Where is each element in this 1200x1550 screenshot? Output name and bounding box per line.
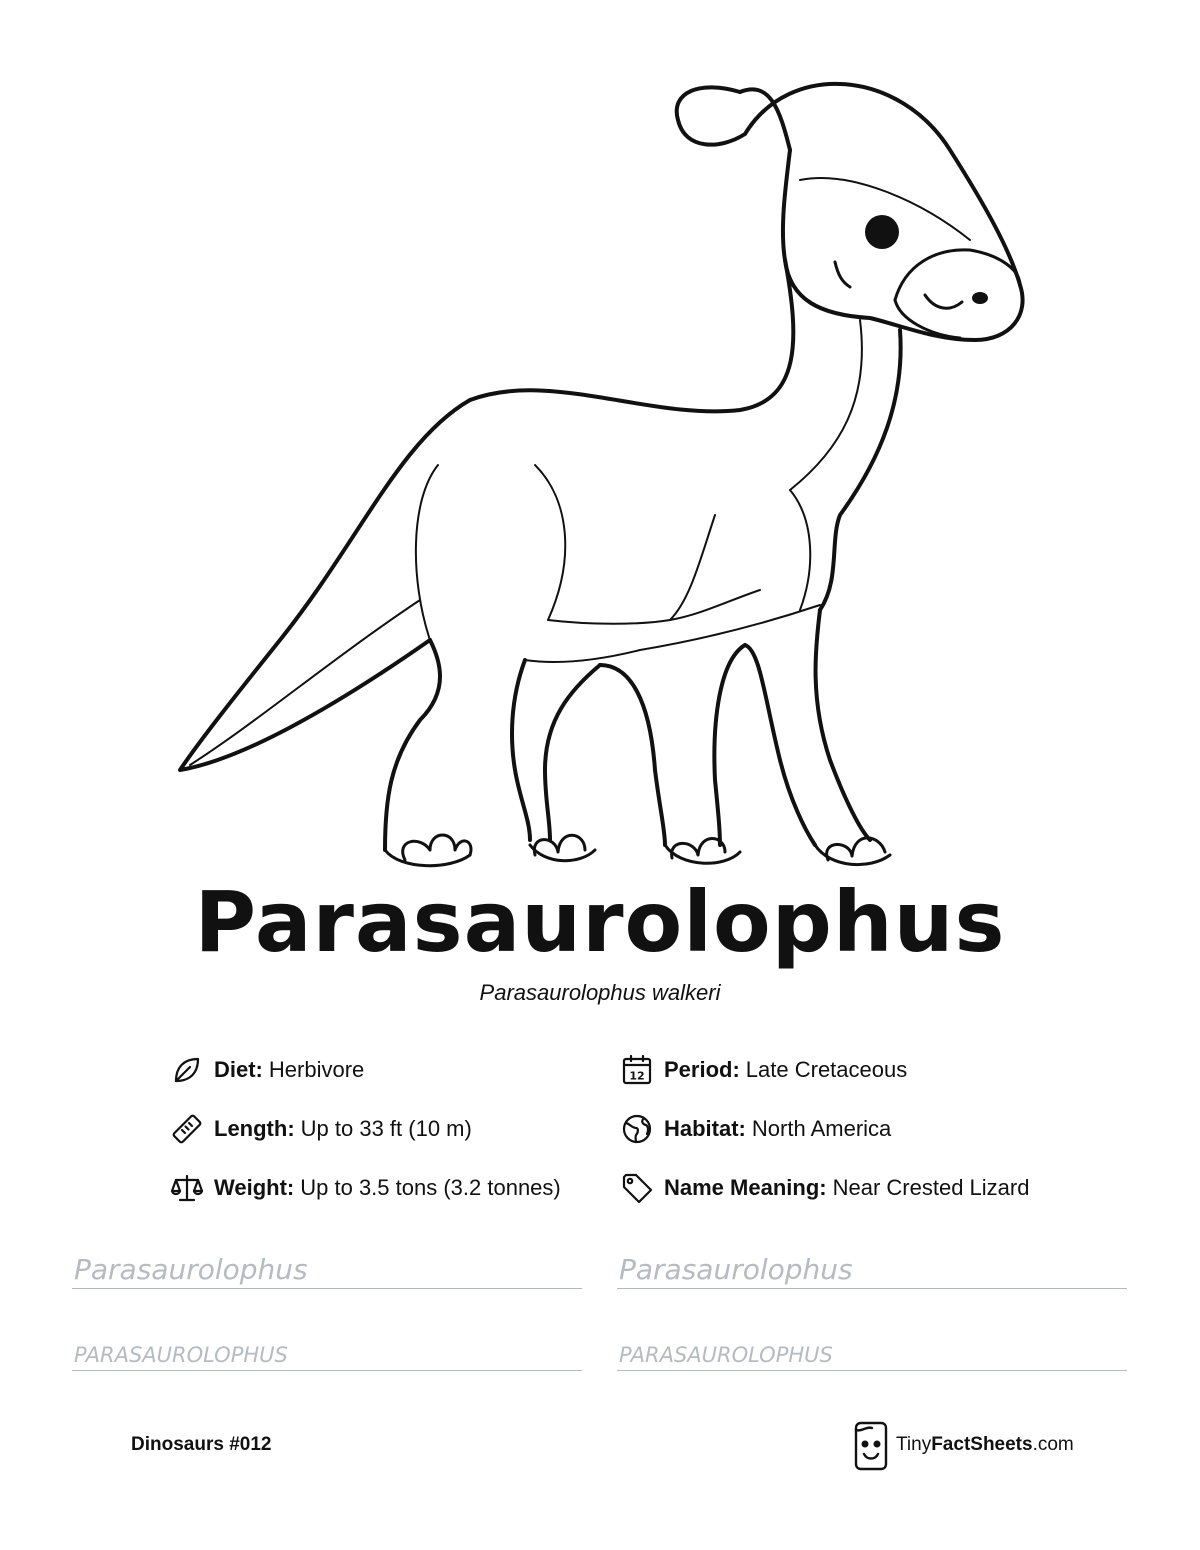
smiling-sheet-logo-icon: [852, 1418, 890, 1472]
globe-icon: [620, 1112, 654, 1146]
leaf-icon: [170, 1053, 204, 1087]
tracing-line-caps-right: PARASAUROLOPHUS: [617, 1322, 1127, 1371]
calendar-icon: [620, 1053, 654, 1087]
fact-weight: Weight: Up to 3.5 tons (3.2 tonnes): [170, 1168, 561, 1208]
fact-diet: Diet: Herbivore: [170, 1050, 364, 1090]
tag-icon: [620, 1171, 654, 1205]
svg-text:12: 12: [629, 1069, 645, 1083]
tracing-line-cursive-right: Parasaurolophus: [617, 1240, 1127, 1289]
fact-habitat: Habitat: North America: [620, 1109, 891, 1149]
fact-name-meaning: Name Meaning: Near Crested Lizard: [620, 1168, 1029, 1208]
fact-period: 12 Period: Late Cretaceous: [620, 1050, 907, 1090]
fact-length: Length: Up to 33 ft (10 m): [170, 1109, 472, 1149]
brand: Tiny FactSheets .com: [852, 1418, 1074, 1472]
tracing-line-cursive-left: Parasaurolophus: [72, 1240, 582, 1289]
page-title: Parasaurolophus: [194, 873, 1006, 971]
ruler-icon: [170, 1112, 204, 1146]
tracing-line-caps-left: PARASAUROLOPHUS: [72, 1322, 582, 1371]
series-label: Dinosaurs #012: [131, 1434, 272, 1455]
scientific-name: Parasaurolophus walkeri: [479, 980, 721, 1005]
scale-icon: [170, 1171, 204, 1205]
